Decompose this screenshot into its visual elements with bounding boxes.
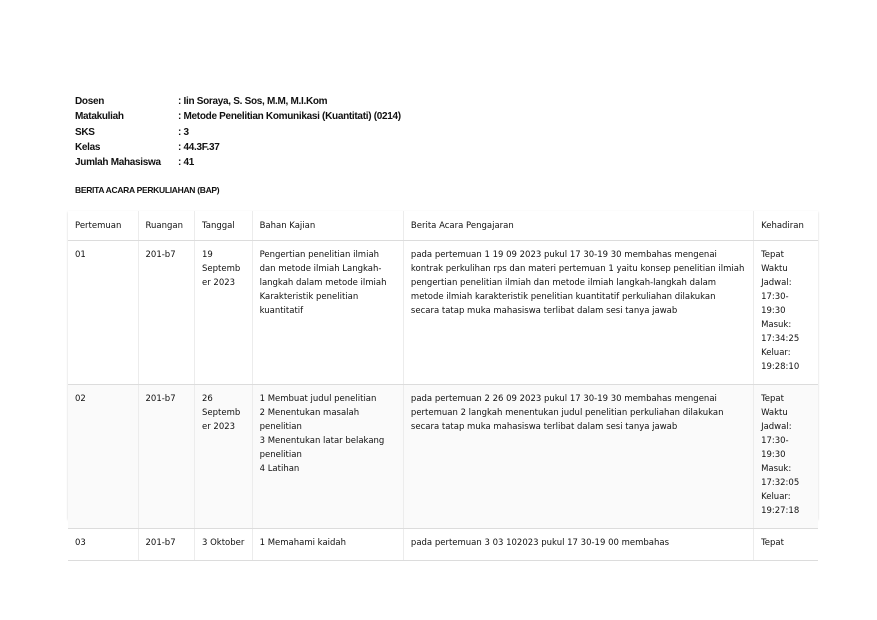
info-label: Dosen — [75, 96, 105, 107]
topic-line: 2 Menentukan masalah penelitian — [259, 408, 360, 432]
header-kehadiran: Kehadiran — [754, 211, 818, 241]
bap-table — [68, 211, 818, 561]
presence-line: 19:27:18 — [761, 506, 800, 516]
bap-title: BERITA ACARA PERKULIAHAN (BAP) — [75, 185, 220, 195]
bap-table-container — [68, 211, 818, 548]
topic-line: 4 Latihan — [259, 464, 300, 474]
info-label: SKS — [75, 126, 95, 138]
info-value: : 44.3F.37 — [178, 141, 220, 153]
cell-ruangan: 201-b7 — [138, 241, 194, 385]
presence-line: Keluar: — [761, 348, 791, 358]
presence-line: Waktu — [761, 408, 788, 418]
cell-tanggal: 19 September 2023 — [194, 241, 252, 385]
header-berita-acara: Berita Acara Pengajaran — [403, 211, 753, 241]
info-label: Matakuliah — [75, 111, 124, 123]
info-label: Kelas — [75, 141, 101, 153]
topic-line: 1 Memahami kaidah — [259, 538, 347, 548]
info-value: : Iin Soraya, S. Sos, M.M, M.I.Kom — [178, 96, 328, 107]
presence-line: Keluar: — [761, 492, 791, 502]
presence-line: Masuk: — [761, 320, 792, 330]
cell-pertemuan: 03 — [68, 529, 138, 561]
info-row-sks — [75, 125, 401, 140]
presence-line: Jadwal: — [761, 422, 792, 432]
topic-line: Pengertian penelitian ilmiah dan metode ilmiah Langkah-langkah dalam metode ilmiah Karakteristik penelitian kuantitatif — [259, 250, 387, 316]
info-row-dosen — [75, 94, 401, 109]
presence-line: Tepat — [761, 250, 784, 260]
info-label: Jumlah Mahasiswa — [75, 157, 161, 169]
presence-line: 19:28:10 — [761, 362, 800, 372]
topic-line: 1 Membuat judul penelitian — [259, 394, 377, 404]
table-header-row — [68, 211, 818, 241]
cell-berita-acara: pada pertemuan 1 19 09 2023 pukul 17 30-19 30 membahas mengenai kontrak perkulihan rps dan materi pertemuan 1 yaitu konsep penelitian ilmiah pengertian penelitian ilmiah dan metode ilmiah langkah-langkah dalam metode ilmiah karakteristik penelitian kuantitatif perkuliahan dilakukan secara tatap muka mahasiswa terlibat dalam sesi tanya jawab — [403, 241, 753, 385]
presence-line: 17:34:25 — [761, 334, 800, 344]
cell-tanggal: 3 Oktober — [194, 529, 252, 561]
presence-line: Tepat — [761, 394, 784, 404]
cell-kehadiran — [754, 385, 818, 529]
info-value: : 3 — [178, 126, 189, 138]
presence-line: 17:30-19:30 — [761, 292, 789, 316]
presence-line: Waktu — [761, 264, 788, 274]
cell-bahan-kajian — [252, 385, 403, 529]
cell-ruangan: 201-b7 — [138, 529, 194, 561]
cell-kehadiran — [754, 241, 818, 385]
header-ruangan: Ruangan — [138, 211, 194, 241]
cell-pertemuan: 01 — [68, 241, 138, 385]
cell-tanggal: 26 September 2023 — [194, 385, 252, 529]
cell-pertemuan: 02 — [68, 385, 138, 529]
cell-berita-acara: pada pertemuan 2 26 09 2023 pukul 17 30-19 30 membahas mengenai pertemuan 2 langkah menentukan judul penelitian perkuliahan dilakukan secara tatap muka mahasiswa terlibat dalam sesi tanya jawab — [403, 385, 753, 529]
presence-line: Jadwal: — [761, 278, 792, 288]
presence-line: 17:32:05 — [761, 478, 800, 488]
header-tanggal: Tanggal — [194, 211, 252, 241]
cell-kehadiran — [754, 529, 818, 561]
table-row — [68, 385, 818, 529]
cell-berita-acara: pada pertemuan 3 03 102023 pukul 17 30-19 00 membahas — [403, 529, 753, 561]
cell-ruangan: 201-b7 — [138, 385, 194, 529]
header-pertemuan: Pertemuan — [68, 211, 138, 241]
info-row-kelas — [75, 140, 401, 155]
presence-line: Tepat — [761, 538, 784, 548]
info-row-matakuliah — [75, 109, 401, 124]
table-row — [68, 529, 818, 561]
topic-line: 3 Menentukan latar belakang penelitian — [259, 436, 385, 460]
presence-line: Masuk: — [761, 464, 792, 474]
cell-bahan-kajian — [252, 241, 403, 385]
info-value: : 41 — [178, 157, 195, 169]
info-value: : Metode Penelitian Komunikasi (Kuantitati) (0214) — [178, 111, 401, 123]
info-row-jumlah-mahasiswa — [75, 155, 401, 170]
presence-line: 17:30-19:30 — [761, 436, 789, 460]
cell-bahan-kajian — [252, 529, 403, 561]
header-bahan-kajian: Bahan Kajian — [252, 211, 403, 241]
course-info — [75, 94, 401, 170]
table-row — [68, 241, 818, 385]
